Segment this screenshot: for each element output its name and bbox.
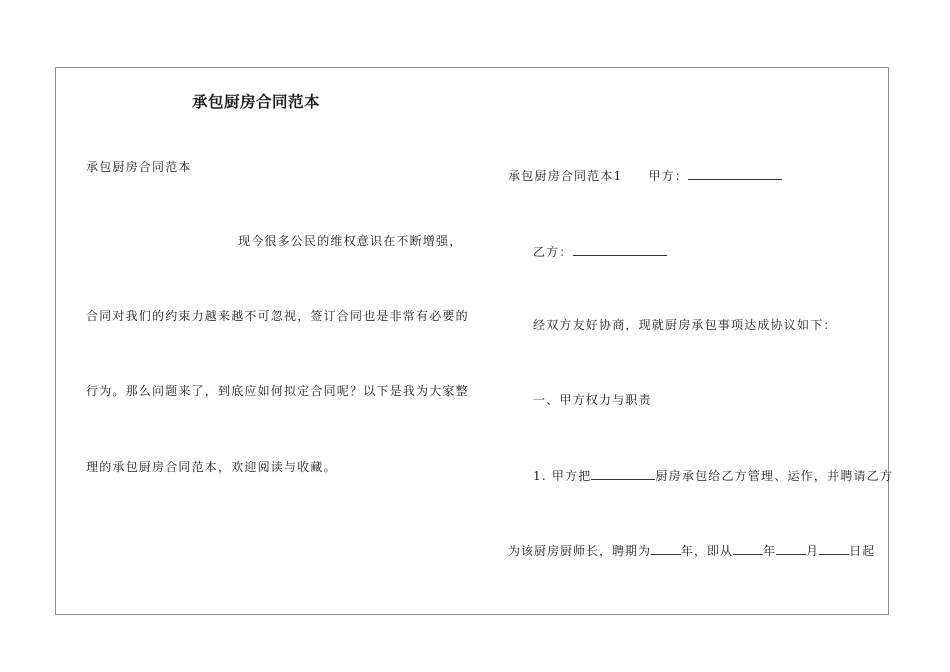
clause-2-text-c: 年 <box>763 544 777 558</box>
term-years-blank <box>651 542 681 555</box>
party-b-blank <box>573 243 667 256</box>
clause-1-line-1 <box>533 467 893 484</box>
contract-heading: 承包厨房合同范本1 <box>508 169 623 183</box>
agreement-intro: 经双方友好协商，现就厨房承包事项达成协议如下： <box>533 318 837 332</box>
left-paragraph-line-2: 合同对我们的约束力越来越不可忽视，签订合同也是非常有必要的 <box>86 309 469 323</box>
clause-2-text-b: 年，即从 <box>681 544 734 558</box>
clause-1-text-a: 1. 甲方把 <box>533 469 592 483</box>
party-b-label: 乙方： <box>533 245 573 259</box>
party-a-label: 甲方： <box>648 169 689 183</box>
clause-1-text-b: 厨房承包给乙方管理、运作，并聘请乙方 <box>655 469 894 483</box>
party-a-blank <box>688 167 782 180</box>
document-title: 承包厨房合同范本 <box>192 93 321 111</box>
start-day-blank <box>819 542 849 555</box>
clause-2-text-e: 日起 <box>849 544 876 558</box>
clause-1-line-2 <box>508 542 875 559</box>
start-year-blank <box>733 542 763 555</box>
contract-heading-line <box>508 167 782 184</box>
document-frame <box>55 67 889 615</box>
clause-2-text-d: 月 <box>806 544 820 558</box>
clause-2-text-a: 为该厨房厨师长，聘期为 <box>508 544 652 558</box>
kitchen-name-blank <box>591 467 655 480</box>
left-subtitle: 承包厨房合同范本 <box>86 160 192 174</box>
section-1-heading: 一、甲方权力与职责 <box>533 393 652 407</box>
left-paragraph-line-1: 现今很多公民的维权意识在不断增强， <box>238 234 463 248</box>
left-paragraph-line-4: 理的承包厨房合同范本，欢迎阅读与收藏。 <box>86 460 337 474</box>
party-b-line <box>533 243 667 260</box>
left-paragraph-line-3: 行为。那么问题来了，到底应如何拟定合同呢？以下是我为大家整 <box>86 384 469 398</box>
start-month-blank <box>776 542 806 555</box>
